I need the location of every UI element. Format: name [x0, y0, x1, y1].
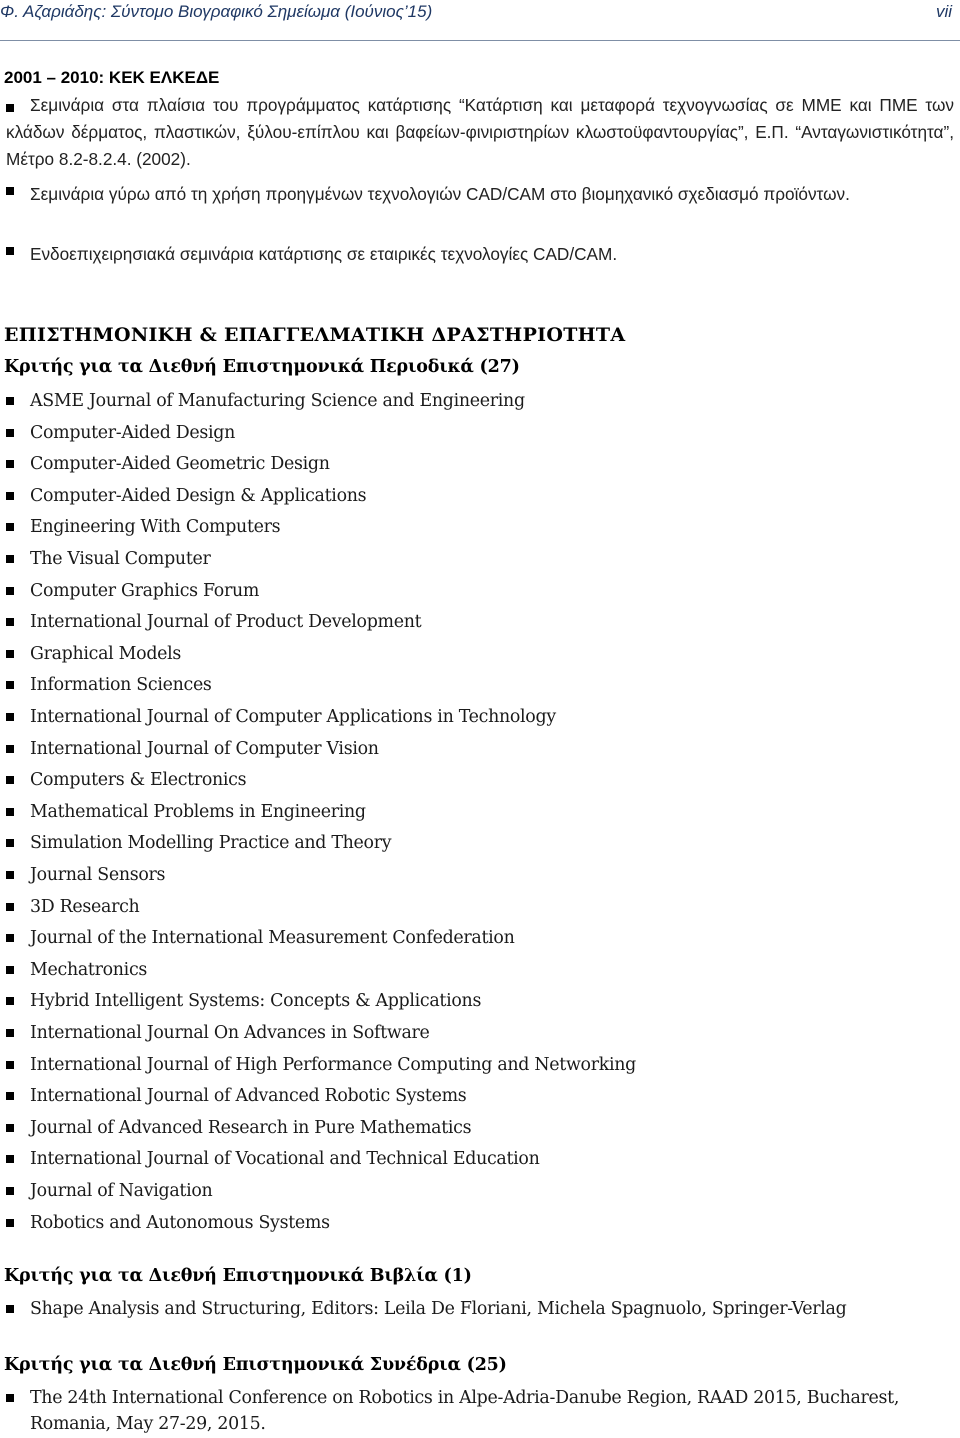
journals-heading: Κριτής για τα Διεθνή Επιστημονικά Περιοδικά (27) — [4, 357, 520, 377]
bullet-icon — [6, 839, 14, 847]
journal-item: ASME Journal of Manufacturing Science and Engineering — [30, 391, 525, 411]
bullet-icon — [6, 1155, 14, 1163]
page-number: vii — [935, 2, 952, 21]
journal-item: Robotics and Autonomous Systems — [30, 1213, 330, 1233]
bullet-icon — [6, 745, 14, 753]
conferences-heading: Κριτής για τα Διεθνή Επιστημονικά Συνέδρια (25) — [4, 1355, 507, 1375]
bullet-icon — [6, 997, 14, 1005]
journal-item: Journal of Navigation — [30, 1181, 213, 1201]
bullet-icon — [6, 776, 14, 784]
bullet-icon — [6, 903, 14, 911]
bullet-icon — [6, 808, 14, 816]
bullet-icon — [6, 555, 14, 563]
books-heading: Κριτής για τα Διεθνή Επιστημονικά Βιβλία (1) — [4, 1266, 472, 1286]
journal-item: Computers & Electronics — [30, 770, 247, 790]
journal-item: Journal of the International Measurement Confederation — [30, 928, 515, 948]
journal-item: 3D Research — [30, 897, 140, 917]
journal-item: Computer Graphics Forum — [30, 581, 260, 601]
bullet-icon — [6, 681, 14, 689]
journal-item: The Visual Computer — [30, 549, 211, 569]
bullet-icon — [6, 1187, 14, 1195]
journal-item: International Journal of Computer Vision — [30, 739, 379, 759]
journal-item: International Journal of Product Development — [30, 612, 422, 632]
page-header — [0, 0, 960, 40]
journal-item: Journal of Advanced Research in Pure Mathematics — [30, 1118, 472, 1138]
bullet-icon — [6, 934, 14, 942]
bullet-icon — [6, 1029, 14, 1037]
journal-item: International Journal of Computer Applications in Technology — [30, 707, 556, 727]
journal-item: Computer-Aided Design — [30, 423, 236, 443]
journal-item: International Journal On Advances in Software — [30, 1023, 430, 1043]
bullet-icon — [6, 1124, 14, 1132]
bullet-icon — [6, 429, 14, 437]
journal-item: Journal Sensors — [30, 865, 166, 885]
journal-item: Graphical Models — [30, 644, 182, 664]
bullet-icon — [6, 523, 14, 531]
bullet-icon — [6, 713, 14, 721]
kek-section-title: 2001 – 2010: ΚΕΚ ΕΛΚΕΔΕ — [4, 68, 220, 87]
journal-item: Hybrid Intelligent Systems: Concepts & Applications — [30, 991, 482, 1011]
bullet-icon — [6, 1394, 14, 1402]
book-item: Shape Analysis and Structuring, Editors: Leila De Floriani, Michela Spagnuolo, Springer-Verlag — [30, 1299, 847, 1319]
journal-item: International Journal of High Performance Computing and Networking — [30, 1055, 636, 1075]
bullet-icon — [6, 871, 14, 879]
bullet-icon — [6, 966, 14, 974]
journal-item: Mathematical Problems in Engineering — [30, 802, 366, 822]
bullet-icon — [6, 492, 14, 500]
journal-item: Mechatronics — [30, 960, 148, 980]
bullet-icon — [6, 460, 14, 468]
bullet-icon — [6, 587, 14, 595]
kek-item-1: Σεμινάρια στα πλαίσια του προγράμματος κατάρτισης “Κατάρτιση και μεταφορά τεχνογνωσίας σε ΜΜΕ και ΠΜΕ των κλάδων δέρματος, πλαστικών, ξύλου-επίπλου και βαφείων-φινιριστηρίων κλωστοϋφαντουργίας”, Ε.Π. “Ανταγωνιστικότητα”, Μέτρο 8.2-8.2.4. (2002). — [6, 95, 954, 169]
journal-item: International Journal of Advanced Robotic Systems — [30, 1086, 467, 1106]
header-title: Φ. Αζαριάδης: Σύντομο Βιογραφικό Σημείωμα (Ιούνιος’15) — [0, 2, 433, 21]
bullet-icon — [6, 247, 14, 255]
journal-item: Computer-Aided Design & Applications — [30, 486, 367, 506]
kek-item-2: Σεμινάρια γύρω από τη χρήση προηγμένων τεχνολογιών CAD/CAM στο βιομηχανικό σχεδιασμό προϊόντων. — [30, 184, 850, 204]
journal-item: International Journal of Vocational and Technical Education — [30, 1149, 540, 1169]
bullet-icon — [6, 650, 14, 658]
conference-item: The 24th International Conference on Robotics in Alpe-Adria-Danube Region, RAAD 2015, Bucharest, Romania, May 27-29, 2015. — [30, 1388, 900, 1434]
journal-item: Engineering With Computers — [30, 517, 281, 537]
activity-section-title: ΕΠΙΣΤΗΜΟΝΙΚΗ & ΕΠΑΓΓΕΛΜΑΤΙΚΗ ΔΡΑΣΤΗΡΙΟΤΗΤΑ — [4, 324, 626, 346]
bullet-icon — [6, 1219, 14, 1227]
bullet-icon — [6, 618, 14, 626]
kek-item-3: Ενδοεπιχειρησιακά σεμινάρια κατάρτισης σε εταιρικές τεχνολογίες CAD/CAM. — [30, 244, 618, 264]
bullet-icon — [6, 1305, 14, 1313]
bullet-icon — [6, 1061, 14, 1069]
bullet-icon — [6, 397, 14, 405]
journal-item: Computer-Aided Geometric Design — [30, 454, 330, 474]
header-divider — [0, 40, 960, 41]
journal-item: Information Sciences — [30, 675, 212, 695]
journal-item: Simulation Modelling Practice and Theory — [30, 833, 392, 853]
bullet-icon — [6, 1092, 14, 1100]
